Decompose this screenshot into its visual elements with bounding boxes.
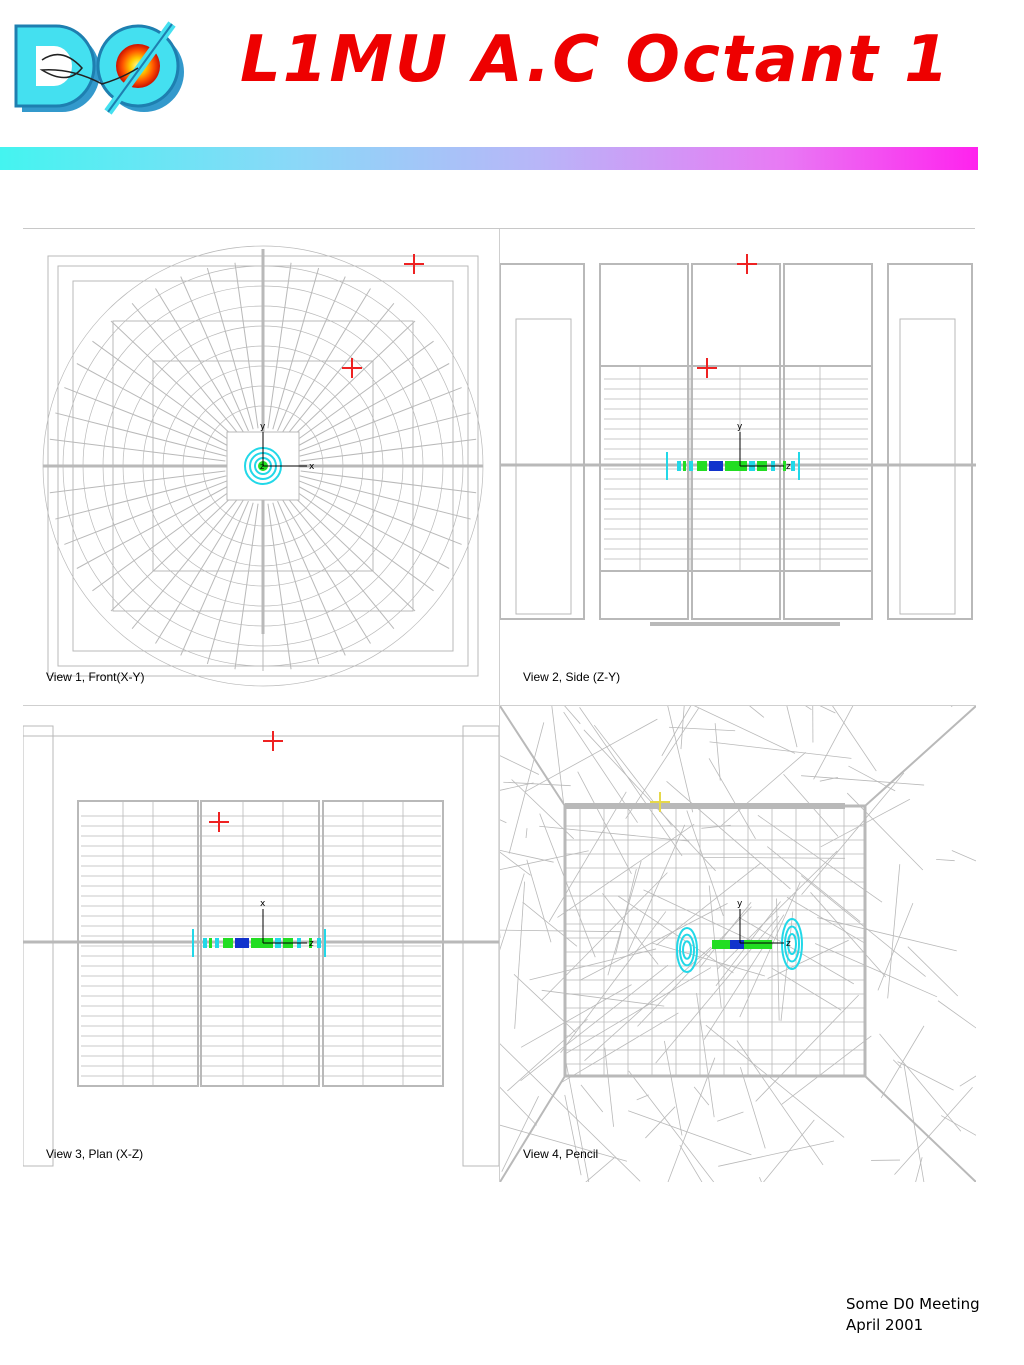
axis-label: z [309, 939, 314, 949]
axis-label: x [260, 899, 266, 909]
axis-label: z [260, 462, 265, 471]
inner-hit-marker [209, 812, 229, 832]
gradient-divider [0, 147, 978, 170]
axis-label: z [786, 462, 791, 472]
d0-logo [12, 20, 190, 125]
view-caption: View 2, Side (Z-Y) [523, 670, 621, 684]
inner-hit-marker [697, 358, 717, 378]
view-caption: View 3, Plan (X-Z) [46, 1147, 144, 1161]
pencil-view-drawing [500, 706, 976, 1182]
logo-text: DØ [12, 20, 14, 21]
outer-hit-marker [404, 254, 424, 274]
axis-label: z [786, 939, 791, 949]
outer-hit-marker [737, 254, 757, 274]
footer-meeting: Some D0 Meeting [846, 1295, 980, 1313]
plan-view-drawing [23, 706, 499, 1182]
footer-date: April 2001 [846, 1316, 924, 1334]
view-panel-front[interactable] [23, 229, 500, 706]
outer-hit-marker [263, 731, 283, 751]
view-panel-pencil[interactable] [500, 706, 976, 1182]
side-view-drawing [500, 229, 976, 705]
views-grid [23, 228, 975, 1181]
footer-note [846, 1294, 980, 1336]
view-panel-side[interactable] [500, 229, 976, 706]
axis-label: y [737, 422, 743, 432]
axis-label: y [260, 422, 266, 432]
axis-label: x [309, 462, 315, 472]
view-panel-plan[interactable] [23, 706, 500, 1182]
view-caption: View 1, Front(X-Y) [46, 670, 145, 684]
axis-label: y [737, 899, 743, 909]
front-view-drawing [23, 229, 499, 705]
page-title: L1MU A.C Octant 1 [240, 23, 951, 97]
view-caption: View 4, Pencil [523, 1147, 599, 1161]
